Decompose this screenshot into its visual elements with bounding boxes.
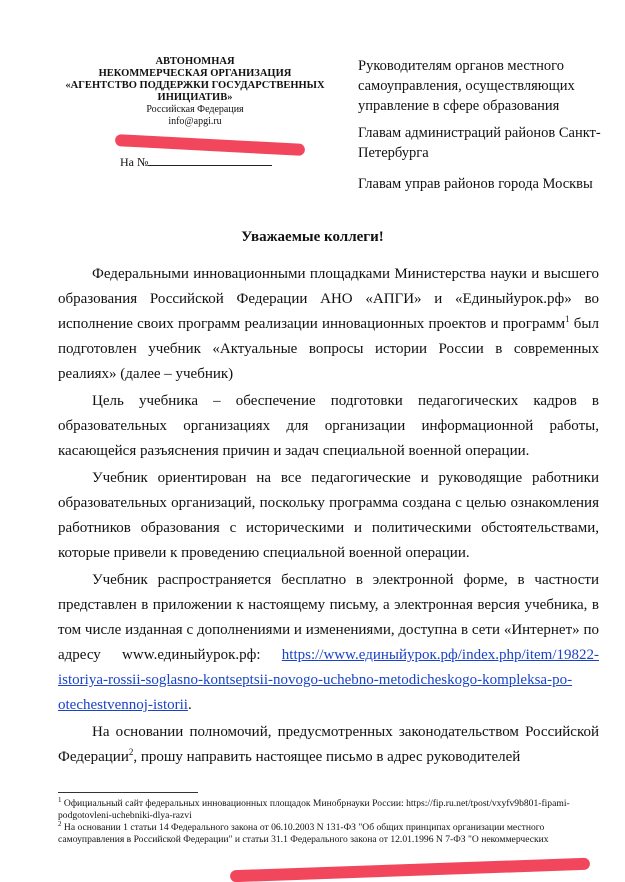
letter-body bbox=[58, 262, 599, 772]
recipient-3: Главам управ районов города Москвы bbox=[358, 176, 593, 192]
paragraph-5 bbox=[58, 720, 599, 770]
footnote-1 bbox=[58, 798, 603, 822]
org-name-line: НЕКОММЕРЧЕСКАЯ ОРГАНИЗАЦИЯ bbox=[98, 68, 292, 79]
reference-number-label: На № bbox=[120, 155, 149, 169]
footnote-number: 1 bbox=[58, 796, 62, 804]
footnote-number: 2 bbox=[58, 820, 62, 828]
org-name-line: ИНИЦИАТИВ» bbox=[157, 92, 233, 103]
paragraph-2: Цель учебника – обеспечение подготовки педагогических кадров в образовательных организациях для организации информационной работы, касающейся разъяснения причин и задач специальной военной операции. bbox=[58, 393, 599, 459]
paragraph-text: На основании полномочий, предусмотренных законодательством Российской Федерации bbox=[58, 724, 599, 765]
textbook-link[interactable]: https://www.единыйурок.рф/index.php/item/19822-istoriya-rossii-soglasno-kontseptsii-novogo-uchebno-metodicheskogo-kompleksa-po-otechestvennoj-istorii bbox=[58, 647, 599, 713]
paragraph-3: Учебник ориентирован на все педагогические и руководящие работники образовательных организаций, поскольку программа создана с целью ознакомления работников образования с историческими и политическими обстоятельствами, которые привели к проведению специальной военной операции. bbox=[58, 470, 599, 561]
org-email: info@apgi.ru bbox=[168, 116, 222, 127]
paragraph-1 bbox=[58, 262, 599, 387]
paragraph-text: Федеральными инновационными площадками Министерства науки и высшего образования Российской Федерации АНО «АПГИ» и «Единыйурок.рф» во исполнение своих программ реализации инновационных проектов и программ bbox=[58, 266, 599, 332]
paragraph-text: был подготовлен учебник «Актуальные вопросы истории России в современных реалиях» (далее – учебник) bbox=[58, 316, 599, 382]
redaction-mark-date bbox=[115, 134, 305, 156]
footnote-divider bbox=[58, 792, 198, 793]
reference-number-line bbox=[148, 154, 272, 166]
footnote-ref: 1 bbox=[565, 314, 570, 324]
footnotes bbox=[58, 798, 603, 846]
footnote-2 bbox=[58, 822, 603, 846]
reference-number bbox=[120, 154, 272, 170]
footnote-text: На основании 1 статьи 14 Федерального закона от 06.10.2003 N 131-ФЗ "Об общих принципах организации местного самоуправления в Российской Федерации" и статьи 31.1 Федерального закона от 12.01.1996 N 7-ФЗ "О некоммерческих bbox=[58, 822, 549, 845]
salutation: Уважаемые коллеги! bbox=[241, 229, 384, 245]
org-name-line: АВТОНОМНАЯ bbox=[155, 56, 235, 67]
paragraph-text: , прошу направить настоящее письмо в адрес руководителей bbox=[133, 749, 521, 765]
sender-block bbox=[60, 56, 330, 128]
paragraph-text: . bbox=[187, 697, 192, 713]
footnote-ref: 2 bbox=[128, 747, 134, 757]
recipient-1: Руководителям органов местного самоуправления, осуществляющих управление в сфере образования bbox=[358, 58, 575, 114]
footnote-text: Официальный сайт федеральных инновационных площадок Минобрнауки России: https://fip.ru.net/tpost/vxyfv9b801-fipami-podgotovleni-uchebniki-dlya-razvi bbox=[58, 798, 570, 821]
org-name-line: «АГЕНТСТВО ПОДДЕРЖКИ ГОСУДАРСТВЕННЫХ bbox=[65, 80, 325, 91]
recipient-2: Главам администраций районов Санкт-Петербурга bbox=[358, 125, 601, 161]
paragraph-4 bbox=[58, 568, 599, 718]
org-country: Российская Федерация bbox=[146, 104, 244, 115]
paragraph-text: Учебник распространяется бесплатно в электронной форме, в частности представлен в приложении к настоящему письму, а электронная версия учебника, в том числе изданная с дополнениями и изменениями, доступна в сети «Интернет» по адресу www.единыйурок.рф: bbox=[58, 572, 599, 663]
redaction-mark-footer bbox=[230, 858, 590, 882]
